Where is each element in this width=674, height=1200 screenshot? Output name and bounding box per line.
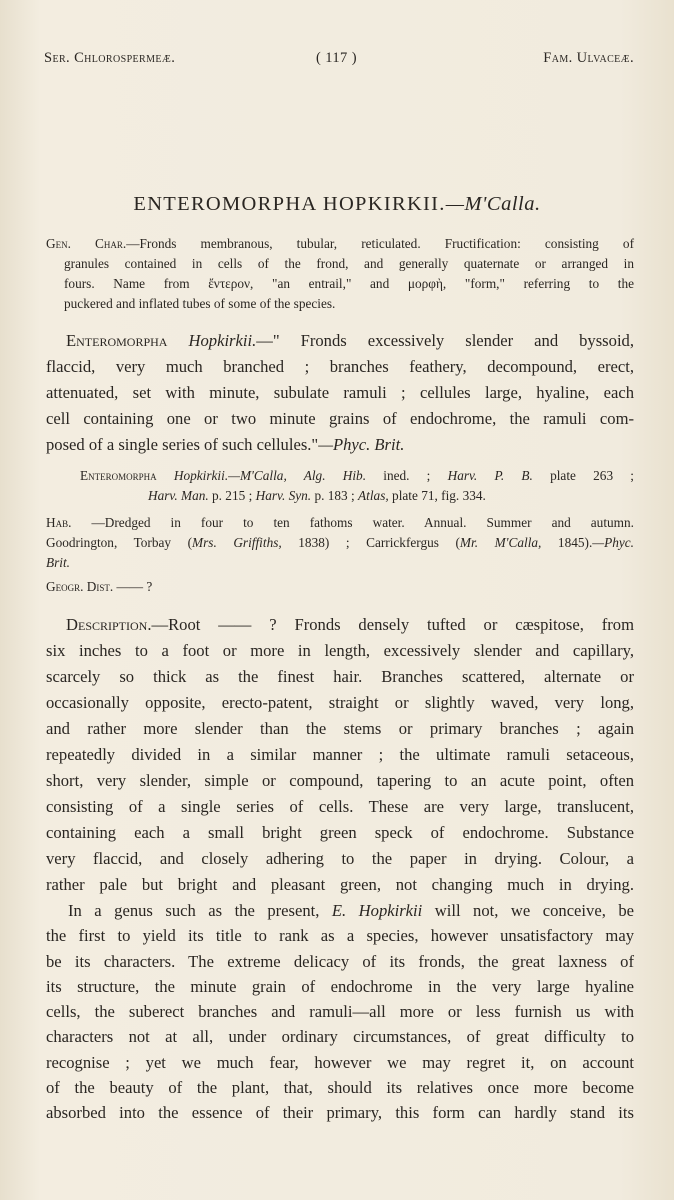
diagnosis-genus: Enteromorpha xyxy=(66,331,168,350)
paragraph-line: its structure, the minute grain of endochrome in the very large hyaline xyxy=(46,976,634,996)
diagnosis-line: attenuated, set with minute, subulate ramuli ; cellules large, hyaline, each xyxy=(46,383,634,402)
header-series: Ser. Chlorospermeæ. xyxy=(44,50,176,66)
description-line: containing each a small bright green speck of endochrome. Substance xyxy=(46,823,634,842)
header-family: Fam. Ulvaceæ. xyxy=(543,50,634,66)
description-line: and rather more slender than the stems or primary branches ; again xyxy=(46,719,634,738)
species-name: ENTEROMORPHA HOPKIRKII. xyxy=(133,193,446,215)
description-line: occasionally opposite, erecto-patent, straight or slightly waved, very long, xyxy=(46,693,634,712)
geographical-distribution xyxy=(46,577,634,597)
description-line: scarcely so thick as the finest hair. Branches scattered, alternate or xyxy=(46,667,634,686)
description-line: rather pale but bright and pleasant green, not changing much in drying. xyxy=(46,875,634,894)
habitat-line: Brit. xyxy=(46,555,71,570)
habitat-line: Goodrington, Torbay (Mrs. Griffiths, 1838) ; Carrickfergus (Mr. M'Calla, 1845).—Phyc. xyxy=(46,535,634,550)
species-author: —M'Calla. xyxy=(445,193,541,215)
generic-character xyxy=(46,234,634,314)
paragraph-line: recognise ; yet we much fear, however we may regret it, on account xyxy=(46,1052,634,1072)
paragraph-line: cells, the suberect branches and ramuli—all more or less furnish us with xyxy=(46,1002,634,1022)
paragraph-line: In a genus such as the present, E. Hopkirkii will not, we conceive, be xyxy=(68,901,634,920)
paragraph-line: absorbed into the essence of their primary, this form can hardly stand its xyxy=(46,1103,634,1123)
diagnosis-citation: —Phyc. Brit. xyxy=(318,435,405,454)
synonymy-line: Enteromorpha Hopkirkii.—M'Calla, Alg. Hib. ined. ; Harv. P. B. plate 263 ; xyxy=(80,468,635,483)
habitat-line: Hab. —Dredged in four to ten fathoms water. Annual. Summer and autumn. xyxy=(46,515,634,530)
species-title xyxy=(0,193,674,216)
paragraph-line: of the beauty of the plant, that, should its relatives once more become xyxy=(46,1078,634,1098)
diagnosis-line: Enteromorpha Hopkirkii.—" Fronds excessively slender and byssoid, xyxy=(66,331,634,350)
description-line: consisting of a single series of cells. These are very large, translucent, xyxy=(46,797,634,816)
paragraph-line: the first to yield its title to rank as a species, however unsatisfactory may xyxy=(46,926,634,946)
paragraph-species: E. Hopkirkii xyxy=(331,901,423,920)
geogr-value: —— ? xyxy=(113,579,153,594)
description-line: repeatedly divided in a similar manner ; the ultimate ramuli setaceous, xyxy=(46,745,634,764)
habitat-label: Hab. xyxy=(46,515,72,530)
description-line: Description.—Root —— ? Fronds densely tufted or cæspitose, from xyxy=(66,615,634,634)
gen-char-line: granules contained in cells of the frond, and generally quaternate or arranged in xyxy=(64,256,634,271)
synonymy-line: Harv. Man. p. 215 ; Harv. Syn. p. 183 ; Atlas, plate 71, fig. 334. xyxy=(148,488,486,503)
gen-char-line: Gen. Char.—Fronds membranous, tubular, reticulated. Fructification: consisting of xyxy=(46,236,634,251)
habitat xyxy=(46,513,634,573)
diagnosis xyxy=(46,328,634,458)
description xyxy=(46,612,634,898)
gen-char-line: fours. Name from ἔντερον, "an entrail," and μορφὴ, "form," referring to the xyxy=(64,276,634,291)
diagnosis-line: posed of a single series of such cellules."—Phyc. Brit. xyxy=(46,435,405,454)
synonymy xyxy=(80,466,634,506)
paragraph-line: be its characters. The extreme delicacy of its fronds, the great laxness of xyxy=(46,951,634,971)
discussion-paragraph xyxy=(46,898,634,1126)
description-line: short, very slender, simple or compound, tapering to an acute point, often xyxy=(46,771,634,790)
diagnosis-species: Hopkirkii. xyxy=(188,331,257,350)
gen-char-line: puckered and inflated tubes of some of the species. xyxy=(64,296,336,311)
description-line: six inches to a foot or more in length, excessively slender and capillary, xyxy=(46,641,634,660)
paragraph-line: characters not at all, under ordinary circumstances, of great difficulty to xyxy=(46,1027,634,1047)
description-line: very flaccid, and closely adhering to the paper in drying. Colour, a xyxy=(46,849,634,868)
description-label: Description. xyxy=(66,615,152,634)
diagnosis-line: flaccid, very much branched ; branches feathery, decompound, erect, xyxy=(46,357,634,376)
geogr-label: Geogr. Dist. xyxy=(46,579,114,594)
gen-char-label: Gen. Char. xyxy=(46,236,127,251)
diagnosis-line: cell containing one or two minute grains of endochrome, the ramuli com- xyxy=(46,409,634,428)
page-number: ( 117 ) xyxy=(316,50,357,66)
